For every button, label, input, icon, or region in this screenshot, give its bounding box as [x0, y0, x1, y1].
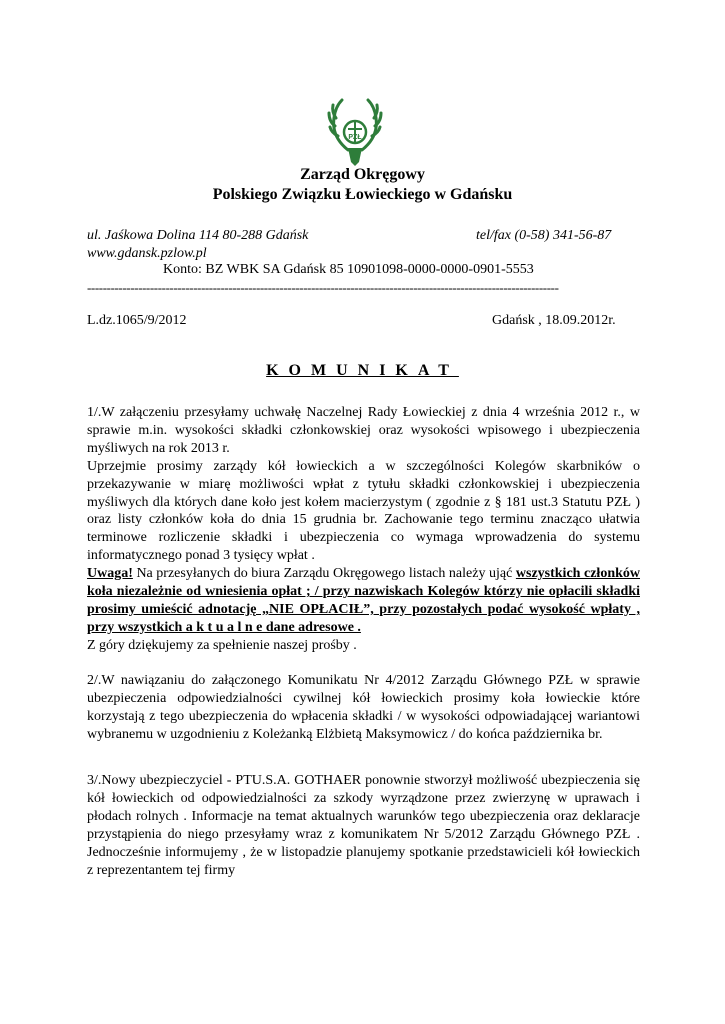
- paragraph-1-note: [87, 565, 640, 637]
- place-date: Gdańsk , 18.09.2012r.: [492, 313, 616, 328]
- separator-line: ------------------------------------------------------------------------------------------------------------------------: [87, 280, 559, 295]
- pzl-emblem-logo: [326, 96, 384, 168]
- paragraph-1-thanks: Z góry dziękujemy za spełnienie naszej prośby .: [87, 637, 357, 653]
- reference-number: L.dz.1065/9/2012: [87, 313, 187, 328]
- deer-antler-emblem-icon: [326, 96, 384, 168]
- paragraph-3: 3/.Nowy ubezpieczyciel - PTU.S.A. GOTHAER ponownie stworzył możliwość ubezpieczenia się kół łowieckich od odpowiedzialności za szkody wyrządzone przez zwierzynę w uprawach i płodach rolnych . Informacje na temat aktualnych warunków tego ubezpieczenia oraz deklaracje przystąpienia do niego przesyłamy wraz z komunikatem Nr 5/2012 Zarządu Głównego PZŁ . Jednocześnie informujemy , że w listopadzie planujemy spotkanie przedstawicieli kół łowieckich z reprezentantem tej firmy: [87, 773, 640, 878]
- website-link[interactable]: www.gdansk.pzlow.pl: [87, 246, 207, 261]
- document-title: KOMUNIKAT: [266, 362, 459, 379]
- uwaga-emphasis: wszystkich członków koła niezależnie od wniesienia opłat ; / przy nazwiskach Kolegów którzy nie opłacili składki prosimy umieścić adnotację „NIE OPŁACIŁ”, przy pozostałych podać wysokość wpłaty , przy wszystkich a k t u a l n e dane adresowe .: [87, 566, 640, 635]
- bank-account: Konto: BZ WBK SA Gdańsk 85 10901098-0000-0000-0901-5553: [163, 262, 534, 277]
- organization-name-line2: Polskiego Związku Łowieckiego w Gdańsku: [212, 186, 513, 203]
- organization-name-line1: Zarząd Okręgowy: [300, 166, 425, 183]
- paragraph-1-request: Uprzejmie prosimy zarządy kół łowieckich a w szczególności Kolegów skarbników o przekazywanie w miarę możliwości wpłat z tytułu składki członkowskiej i ubezpieczenia myśliwych dla których dane koło jest kołem macierzystym ( zgodnie z § 181 ust.3 Statutu PZŁ ) oraz listy członków koła do dnia 15 grudnia br. Zachowanie tego terminu znacząco ułatwia terminowe rozliczenie składki i ubezpieczenia co wymaga wprowadzenia do systemu informatycznego ponad 3 tysięcy wpłat .: [87, 458, 640, 564]
- telfax: tel/fax (0-58) 341-56-87: [476, 228, 612, 243]
- uwaga-label: Uwaga!: [87, 566, 133, 582]
- uwaga-text: Na przesyłanych do biura Zarządu Okręgowego listach należy ująć: [132, 566, 516, 582]
- paragraph-2: 2/.W nawiązaniu do załączonego Komunikatu Nr 4/2012 Zarządu Głównego PZŁ w sprawie ubezpieczenia odpowiedzialności cywilnej kół łowieckich prosimy koła łowieckie które korzystają z tego ubezpieczenia do wpłacenia składki / w wysokości odpowiadającej wariantowi wybranemu w uzgodnieniu z Koleżanką Elżbietą Maksymowicz / do końca października br.: [87, 673, 640, 742]
- paragraph-1-intro: 1/.W załączeniu przesyłamy uchwałę Naczelnej Rady Łowieckiej z dnia 4 września 2012 r., w sprawie m.in. wysokości składki członkowskiej oraz wysokości wpisowego i ubezpieczenia myśliwych na rok 2013 r.: [87, 405, 640, 456]
- logo-text: PZŁ: [348, 134, 362, 141]
- address: ul. Jaśkowa Dolina 114 80-288 Gdańsk: [87, 228, 309, 243]
- paragraph-1: [87, 404, 640, 655]
